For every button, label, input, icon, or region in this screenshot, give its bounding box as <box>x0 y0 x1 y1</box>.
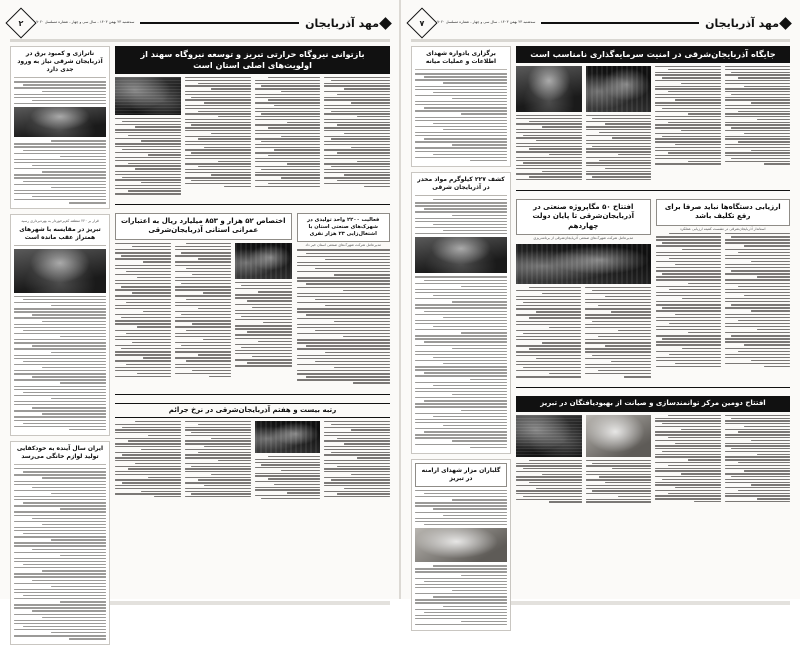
body-column <box>185 77 251 196</box>
item-divider <box>14 464 106 465</box>
body-column-with-photo <box>115 77 181 196</box>
body-column <box>14 140 106 203</box>
body-column-with-photo <box>586 415 652 505</box>
page-gutter <box>399 0 401 599</box>
body-column <box>324 77 390 196</box>
body-column <box>115 243 171 379</box>
mid-story-row <box>115 213 390 386</box>
headline: اختصاص ۵۲ هزار و ۸۵۳ میلیارد ریال به اعتبارات عمرانی استانی آذربایجان‌شرقی <box>115 213 292 240</box>
headline: بازتوانی نیروگاه حرارتی تبریز و توسعه نیروگاه سهند از اولویت‌های اصلی استان است <box>115 46 390 74</box>
body-column <box>656 233 721 369</box>
body-column <box>655 415 721 505</box>
masthead-logo <box>705 17 790 30</box>
article-photo <box>255 421 321 453</box>
article-development-credits <box>115 213 292 386</box>
bottom-body <box>516 415 790 505</box>
page-number: ۲ <box>18 18 24 28</box>
article-photo <box>235 243 291 279</box>
sidebar-article-armenian-martyrs <box>411 459 511 631</box>
page-number: ۷ <box>419 18 425 28</box>
section-divider <box>516 387 790 388</box>
article-photo <box>415 528 507 562</box>
section-divider <box>516 190 790 191</box>
headline: فعالیت ۲۲۰۰ واحد تولیدی در شهرک‌های صنعتی استان با اشتغال‌زایی ۲۳ هزار نفری <box>297 213 391 242</box>
body-column <box>255 456 321 499</box>
article-photo <box>516 415 582 457</box>
headline: کشف ۲۲۷ کیلوگرم مواد مخدر در آذربایجان شرقی <box>417 175 505 191</box>
page-number-badge <box>406 7 437 38</box>
mid-body <box>115 243 292 379</box>
headline: گلباران مزار شهدای ارامنه در تبریز <box>415 463 507 487</box>
body-column <box>14 468 106 640</box>
article-industrial-openings <box>516 199 651 380</box>
mid-story-row <box>516 199 790 380</box>
body-column <box>297 249 391 383</box>
page-number-badge <box>5 7 36 38</box>
body-column <box>725 415 791 505</box>
lead-body <box>115 77 390 196</box>
article-photo <box>14 107 106 137</box>
body-column <box>585 287 650 380</box>
article-rehabilitation-center <box>516 396 790 598</box>
page-seven <box>400 0 800 599</box>
body-column <box>115 421 181 501</box>
section-divider <box>115 204 390 205</box>
masthead-left <box>411 8 790 38</box>
headline: افتتاح دومین مرکز توانمندسازی و صیانت از بهبودیافتگان در تبریز <box>516 396 790 411</box>
page-seven-sidebar <box>411 46 511 598</box>
body-column-with-photo <box>516 66 582 182</box>
body-column <box>115 118 181 194</box>
article-photo <box>415 237 507 273</box>
article-photo <box>586 66 652 112</box>
masthead-right <box>10 8 390 38</box>
headline: افتتاح ۵۰ مگاپروژه صنعتی در آذربایجان‌شرقی تا پایان دولت چهاردهم <box>516 199 651 235</box>
issue-date: سه‌شنبه ۲۳ بهمن ۱۴۰۳ - سال سی و چهار - شماره مسلسل ۹۰۲۰ <box>437 19 536 24</box>
body-column <box>415 565 507 625</box>
headline: ایران سال آینده به خودکفایی تولید لوازم خانگی می‌رسد <box>16 444 104 461</box>
body-column <box>415 276 507 448</box>
masthead-rule <box>140 22 299 24</box>
body-column <box>516 115 582 180</box>
body-column-with-photo <box>586 66 652 182</box>
headline: ناترازی و کمبود برق در آذربایجان شرقی نیاز به ورود جدی دارد <box>17 50 103 74</box>
body-column <box>655 66 721 182</box>
sidebar-article-home-appliance <box>10 441 110 645</box>
headline: رتبه بیست و هفتم آذربایجان‌شرقی در نرخ جرائم <box>115 403 390 418</box>
issue-date: سه‌شنبه ۲۳ بهمن ۱۴۰۳ - سال سی و چهار - شماره مسلسل ۹۰۲۰ <box>36 19 135 24</box>
page-two-columns <box>10 46 390 598</box>
sidebar-article-shohada-memorial <box>411 46 511 167</box>
article-photo <box>115 77 181 115</box>
diamond-icon <box>379 17 392 30</box>
section-divider <box>115 394 390 395</box>
page-two-main <box>115 46 390 598</box>
body-column <box>725 233 790 369</box>
mid-body <box>516 287 651 380</box>
body-column-with-photo <box>255 421 321 501</box>
body-column <box>586 115 652 180</box>
sidebar-article-tabriz-comparison <box>10 214 110 436</box>
article-photo <box>516 66 582 112</box>
item-divider <box>415 195 507 196</box>
body-column <box>185 421 251 501</box>
body-column <box>255 77 321 196</box>
diamond-icon <box>779 17 792 30</box>
body-column <box>324 421 390 501</box>
masthead-rule <box>541 22 699 24</box>
headline: برگزاری یادواره شهدای اطلاعات و عملیات میانه <box>425 50 497 66</box>
sidebar-article-narcotics-seizure <box>411 172 511 454</box>
publication-title: مهد آذربایجان <box>705 16 779 30</box>
page-two-sidebar <box>10 46 110 598</box>
kicker: مدیرعامل شرکت شهرک‌های صنعتی آذربایجان‌شرقی از برنامه‌ریزی <box>533 236 634 241</box>
item-divider <box>415 69 507 70</box>
headline: جایگاه آذربایجان‌شرقی در امنیت سرمایه‌گذاری نامناسب است <box>516 46 790 63</box>
body-column-with-photo <box>516 415 582 505</box>
kicker: مدیرعامل شرکت شهرک‌های صنعتی استان خبر داد <box>305 243 382 248</box>
article-agency-evaluation <box>656 199 791 380</box>
item-divider <box>14 245 106 246</box>
body-column <box>516 460 582 503</box>
kicker: قرار بر ۲۲۰ منطقه کم‌برخوردار به بهره‌برداری رسید <box>21 219 99 224</box>
page-two <box>0 0 400 599</box>
article-crime-rate-rank <box>115 403 390 598</box>
headline: ارزیابی دستگاه‌ها نباید صرفا برای رفع تکلیف باشد <box>656 199 791 226</box>
page-seven-main <box>516 46 790 598</box>
masthead-underrule <box>10 39 390 42</box>
article-photo <box>516 244 651 284</box>
article-investment-security <box>516 46 790 182</box>
article-photo <box>14 249 106 293</box>
article-photo <box>586 415 652 457</box>
lead-body <box>516 66 790 182</box>
item-divider <box>14 77 106 78</box>
body-column <box>415 199 507 234</box>
masthead-underrule <box>411 39 790 42</box>
mid-body <box>656 233 791 369</box>
body-column <box>235 282 291 367</box>
body-column <box>415 73 507 161</box>
body-column <box>175 243 231 379</box>
body-column <box>415 490 507 525</box>
body-column <box>725 66 791 182</box>
body-column <box>586 460 652 503</box>
body-column <box>516 287 581 380</box>
bottom-body <box>115 421 390 501</box>
sidebar-article-power-shortage <box>10 46 110 209</box>
publication-title: مهد آذربایجان <box>305 16 379 30</box>
kicker: استاندار آذربایجان‌شرقی در نشست کمیته ارزیابی عملکرد <box>679 226 766 231</box>
masthead-logo <box>305 17 390 30</box>
page-seven-columns <box>411 46 790 598</box>
body-column <box>14 81 106 104</box>
article-power-plant-revival <box>115 46 390 196</box>
body-column <box>14 296 106 430</box>
headline: تبریز در مقایسه با شهرهای همتراز عقب مانده است <box>19 225 101 241</box>
body-column-with-photo <box>235 243 291 379</box>
article-industrial-units <box>297 213 391 386</box>
